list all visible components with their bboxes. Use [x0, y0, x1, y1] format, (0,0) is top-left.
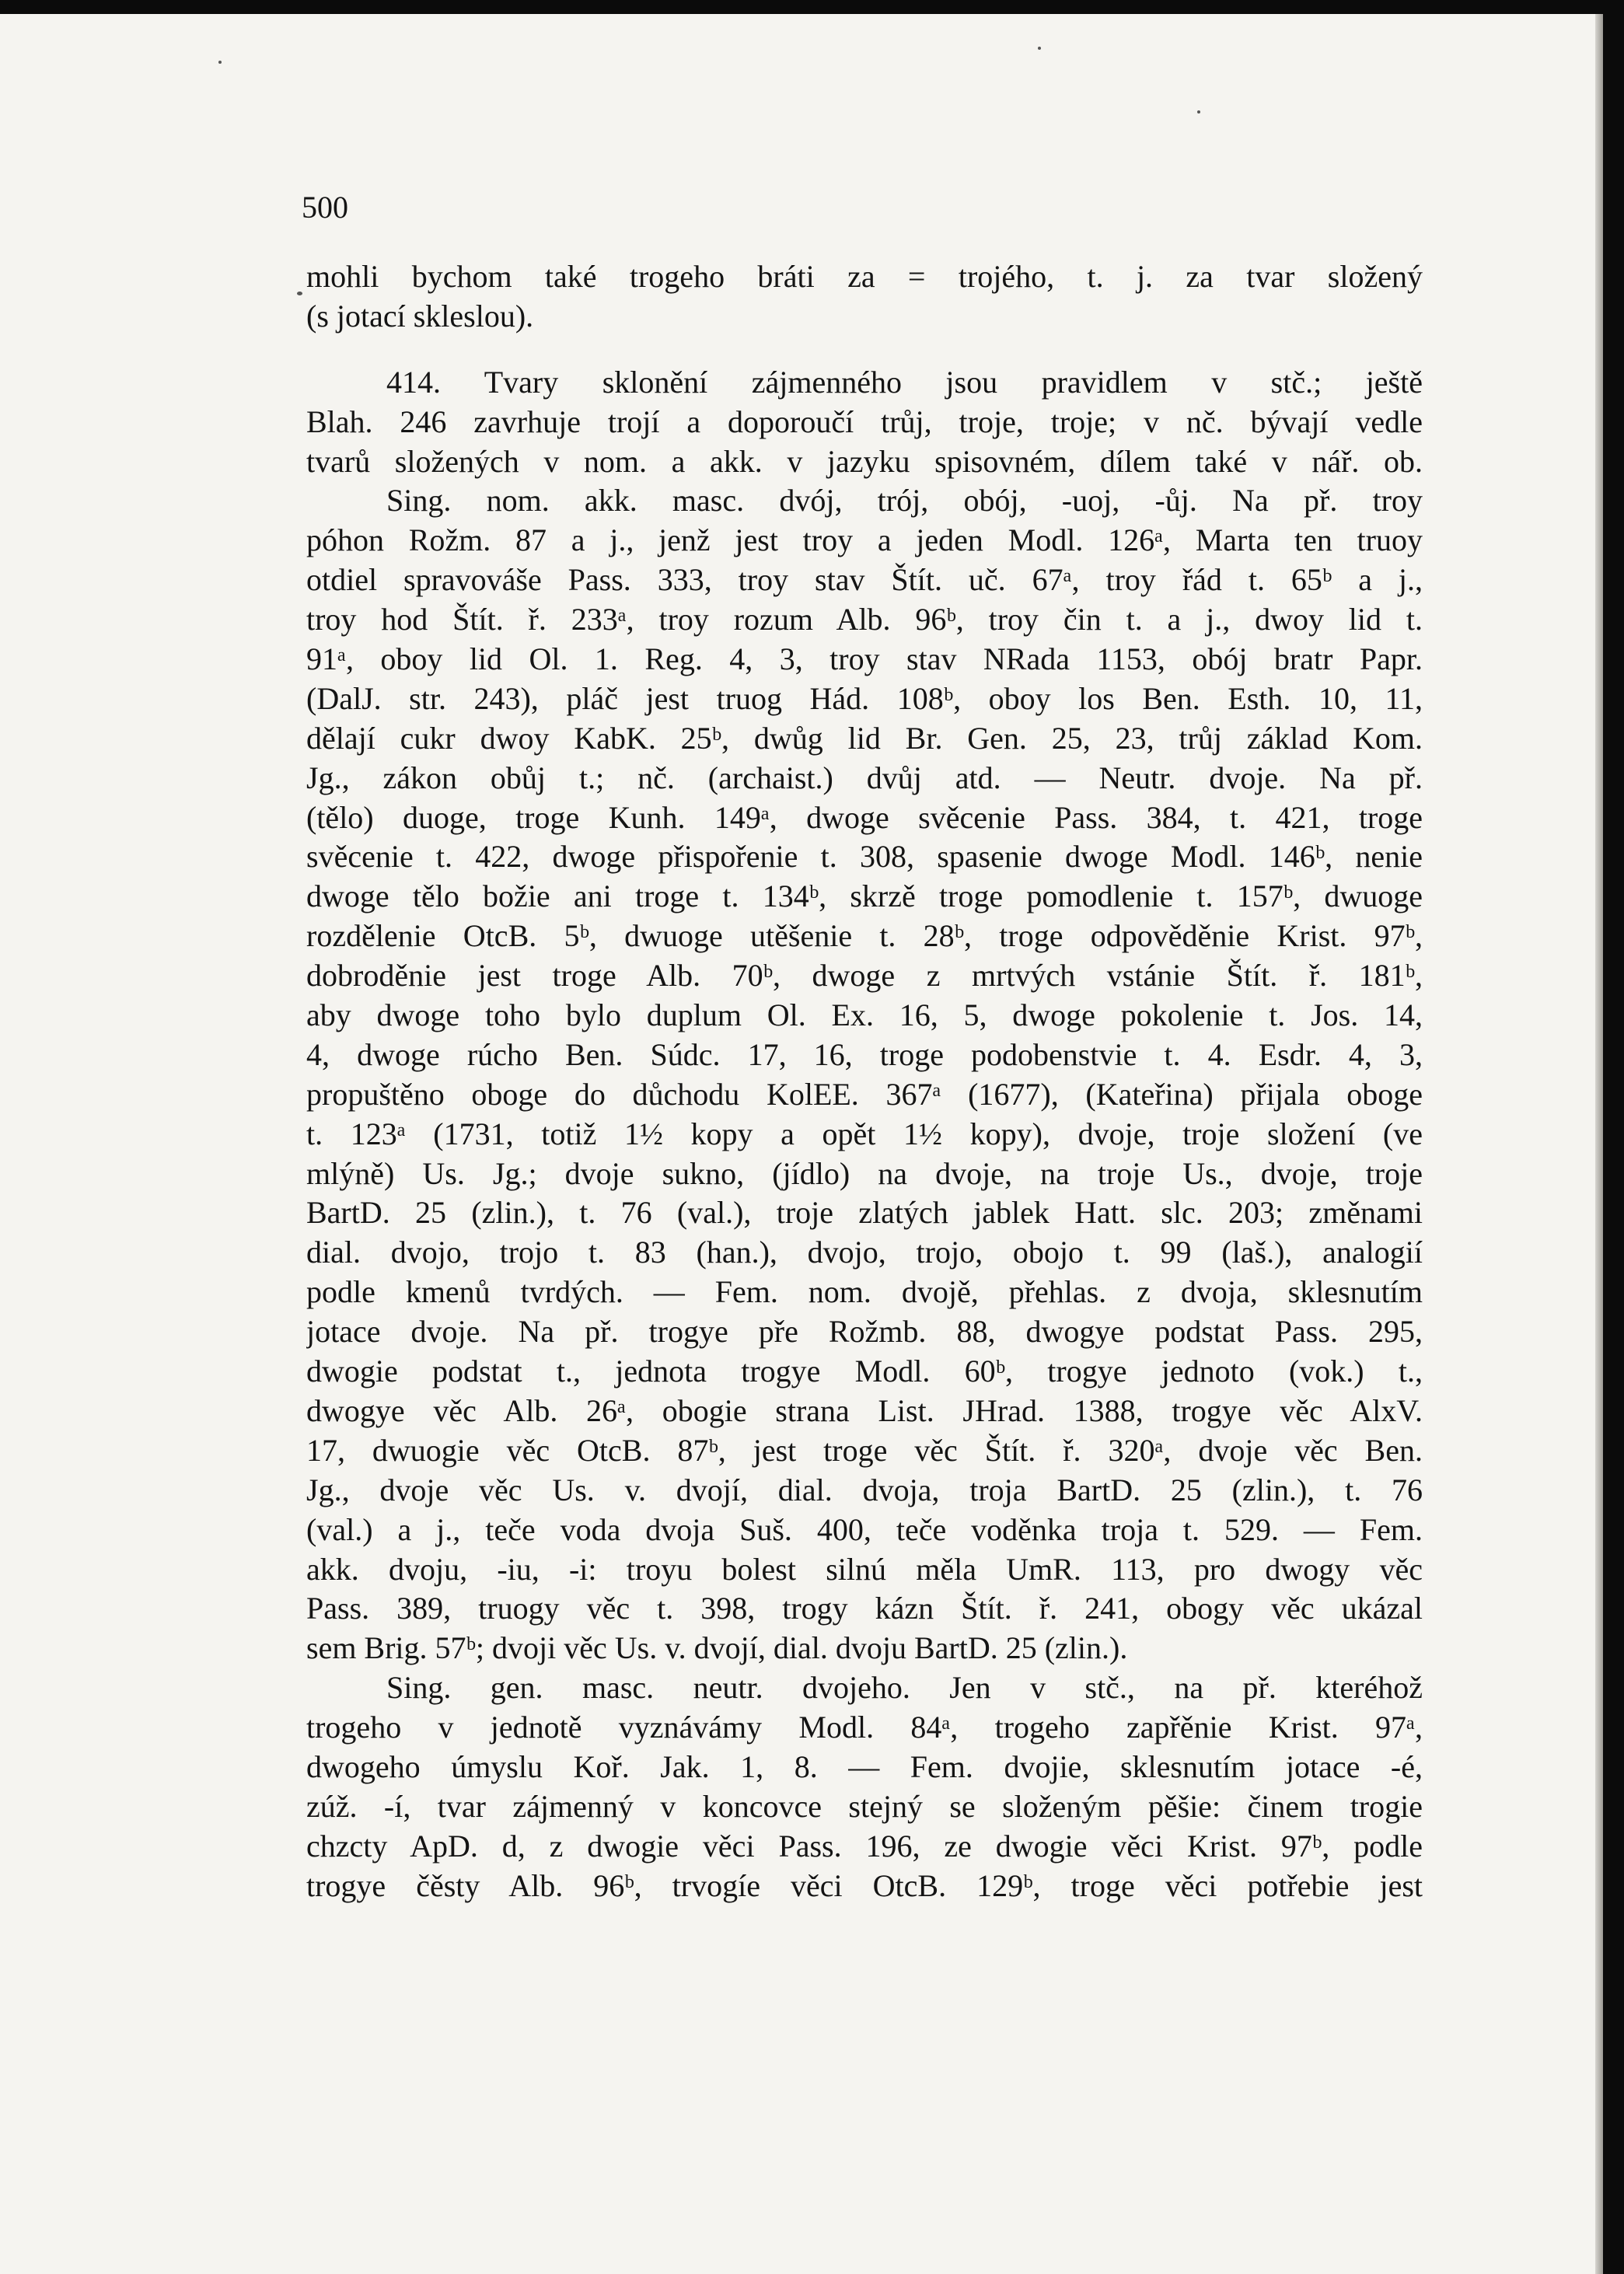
text-line: dělají cukr dwoy KabK. 25ᵇ, dwůg lid Br. Gen. 25, 23, trůj základ Kom. [306, 720, 1423, 756]
text-line: aby dwoge toho bylo duplum Ol. Ex. 16, 5, dwoge pokolenie t. Jos. 14, [306, 997, 1423, 1033]
scan-speck [1038, 47, 1041, 50]
text-line: propuštěno oboge do důchodu KolEE. 367ᵃ (1677), (Kateřina) přijala oboge [306, 1076, 1423, 1112]
page-number: 500 [302, 190, 348, 225]
text-line: mlýně) Us. Jg.; dvoje sukno, (jídlo) na dvoje, na troje Us., dvoje, troje [306, 1155, 1423, 1191]
text-line: chzcty ApD. d, z dwogie věci Pass. 196, ze dwogie věci Krist. 97ᵇ, podle [306, 1828, 1423, 1864]
text-line: sem Brig. 57ᵇ; dvoji věc Us. v. dvojí, dial. dvoju BartD. 25 (zlin.). [306, 1630, 1128, 1666]
text-line: Blah. 246 zavrhuje trojí a doporoučí trůj, troje, troje; v nč. bývají vedle [306, 403, 1423, 439]
scan-speck [218, 61, 222, 64]
text-line: svěcenie t. 422, dwoge přispořenie t. 308, spasenie dwoge Modl. 146ᵇ, nenie [306, 839, 1423, 875]
text-line: Jg., zákon obůj t.; nč. (archaist.) dvůj atd. — Neutr. dvoje. Na př. [306, 760, 1423, 795]
text-line: zúž. -í, tvar zájmenný v koncovce stejný se složeným pěšie: činem trogie [306, 1788, 1423, 1824]
text-line: BartD. 25 (zlin.), t. 76 (val.), troje zlatých jablek Hatt. slc. 203; změnami [306, 1195, 1423, 1231]
text-line: akk. dvoju, -iu, -i: troyu bolest silnú měla UmR. 113, pro dwogy věc [306, 1551, 1423, 1587]
text-line: otdiel spravováše Pass. 333, troy stav Štít. uč. 67ᵃ, troy řád t. 65ᵇ a j., [306, 562, 1423, 598]
text-line: jotace dvoje. Na př. trogye pře Rožmb. 88, dwogye podstat Pass. 295, [306, 1314, 1423, 1350]
text-line: dwoge tělo božie ani troge t. 134ᵇ, skrzě troge pomodlenie t. 157ᵇ, dwuoge [306, 879, 1423, 914]
text-line: Pass. 389, truogy věc t. 398, trogy kázn Štít. ř. 241, obogy věc ukázal [306, 1591, 1423, 1626]
text-line: dwogye věc Alb. 26ᵃ, obogie strana List. JHrad. 1388, trogye věc AlxV. [306, 1392, 1423, 1428]
text-line: póhon Rožm. 87 a j., jenž jest troy a jeden Modl. 126ᵃ, Marta ten truoy [306, 522, 1423, 558]
text-line: 4, dwoge rúcho Ben. Súdc. 17, 16, troge podobenstvie t. 4. Esdr. 4, 3, [306, 1036, 1423, 1072]
text-line: dial. dvojo, trojo t. 83 (han.), dvojo, trojo, obojo t. 99 (laš.), analogií [306, 1235, 1423, 1270]
text-line: Sing. nom. akk. masc. dvój, trój, obój, -uoj, -ůj. Na př. troy [386, 483, 1423, 519]
body-text [306, 257, 1423, 1906]
text-line: dwogeho úmyslu Koř. Jak. 1, 8. — Fem. dvojie, sklesnutím jotace -é, [306, 1748, 1423, 1784]
text-line: Sing. gen. masc. neutr. dvojeho. Jen v stč., na př. kteréhož [386, 1670, 1423, 1706]
text-line: Jg., dvoje věc Us. v. dvojí, dial. dvoja, troja BartD. 25 (zlin.), t. 76 [306, 1472, 1423, 1507]
text-line: 17, dwuogie věc OtcB. 87ᵇ, jest troge věc Štít. ř. 320ᵃ, dvoje věc Ben. [306, 1432, 1423, 1468]
text-line: tvarů složených v nom. a akk. v jazyku spisovném, dílem také v nář. ob. [306, 443, 1423, 479]
text-line: rozdělenie OtcB. 5ᵇ, dwuoge utěšenie t. 28ᵇ, troge odpověděnie Krist. 97ᵇ, [306, 918, 1423, 954]
text-line: troy hod Štít. ř. 233ᵃ, troy rozum Alb. 96ᵇ, troy čin t. a j., dwoy lid t. [306, 602, 1423, 637]
text-line: mohli bychom také trogeho bráti za = trojého, t. j. za tvar složený [306, 259, 1423, 294]
scan-speck [297, 292, 302, 295]
text-line: dobroděnie jest troge Alb. 70ᵇ, dwoge z mrtvých vstánie Štít. ř. 181ᵇ, [306, 958, 1423, 994]
scan-speck [1197, 110, 1200, 114]
text-line: (DalJ. str. 243), pláč jest truog Hád. 108ᵇ, oboy los Ben. Esth. 10, 11, [306, 680, 1423, 716]
scanned-page [0, 14, 1603, 2274]
text-line: trogeho v jednotě vyznávámy Modl. 84ᵃ, trogeho zapřěnie Krist. 97ᵃ, [306, 1710, 1423, 1745]
text-line: 414. Tvary sklonění zájmenného jsou pravidlem v stč.; ještě [386, 364, 1423, 400]
text-line: t. 123ᵃ (1731, totiž 1½ kopy a opět 1½ kopy), dvoje, troje složení (ve [306, 1116, 1423, 1151]
text-line: podle kmenů tvrdých. — Fem. nom. dvojě, přehlas. z dvoja, sklesnutím [306, 1274, 1423, 1310]
text-line: (tělo) duoge, troge Kunh. 149ᵃ, dwoge svěcenie Pass. 384, t. 421, troge [306, 799, 1423, 835]
text-line: trogye čěsty Alb. 96ᵇ, trvogíe věci OtcB. 129ᵇ, troge věci potřebie jest [306, 1867, 1423, 1903]
text-line: (val.) a j., teče voda dvoja Suš. 400, teče voděnka troja t. 529. — Fem. [306, 1511, 1423, 1547]
page-right-edge [1595, 14, 1603, 2274]
text-line: 91ᵃ, oboy lid Ol. 1. Reg. 4, 3, troy stav NRada 1153, obój bratr Papr. [306, 641, 1423, 677]
text-line: (s jotací skleslou). [306, 298, 534, 334]
text-line: dwogie podstat t., jednota trogye Modl. 60ᵇ, trogye jednoto (vok.) t., [306, 1354, 1423, 1389]
